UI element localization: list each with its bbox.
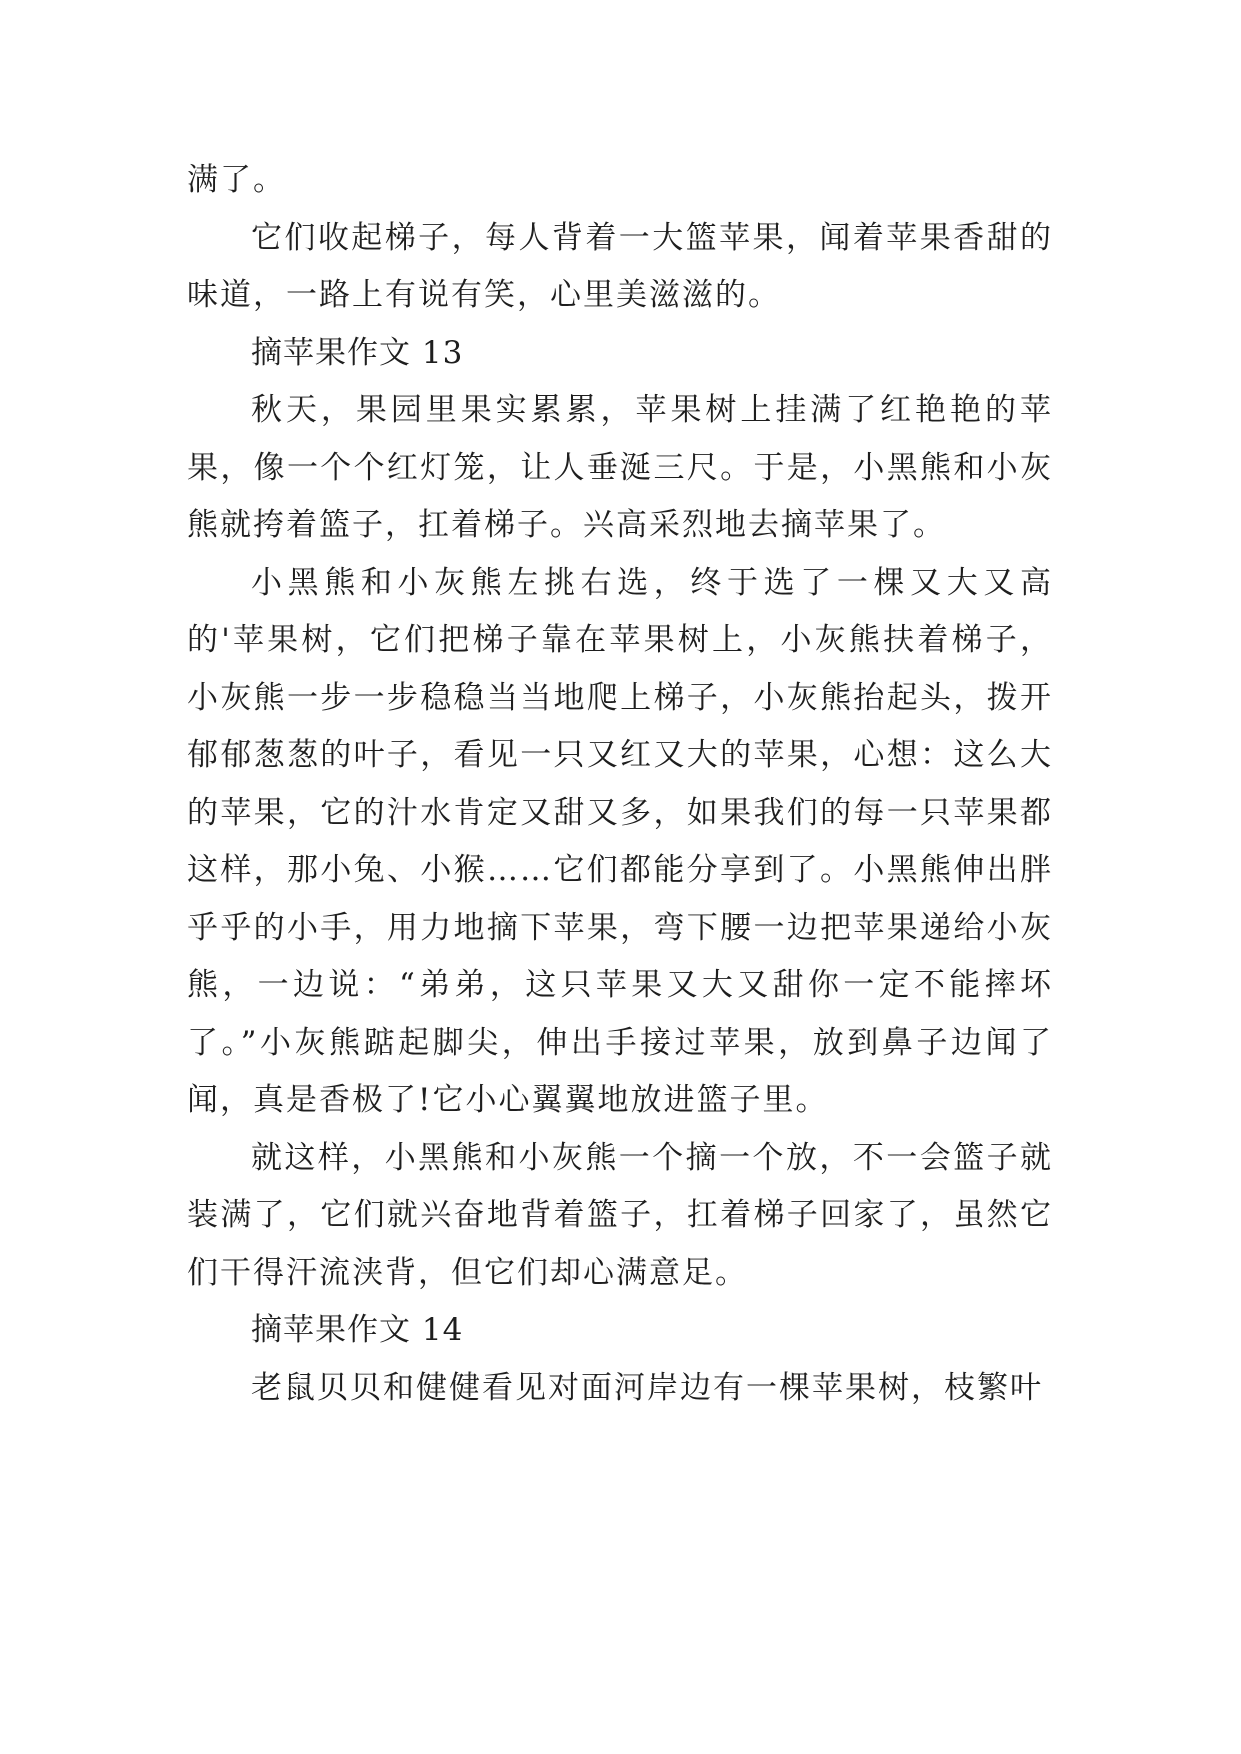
essay-13-paragraph-1: 秋天，果园里果实累累，苹果树上挂满了红艳艳的苹果，像一个个红灯笼，让人垂涎三尺。于是，小黑熊和小灰熊就挎着篮子，扛着梯子。兴高采烈地去摘苹果了。 (187, 392, 1053, 543)
essay-13-paragraph-3: 就这样，小黑熊和小灰熊一个摘一个放，不一会篮子就装满了，它们就兴奋地背着篮子，扛着梯子回家了，虽然它们干得汗流浃背，但它们却心满意足。 (187, 1139, 1053, 1291)
document-body (187, 152, 1053, 1417)
essay-14-heading: 摘苹果作文 14 (251, 1312, 464, 1348)
essay-14-paragraph-1: 老鼠贝贝和健健看见对面河岸边有一棵苹果树，枝繁叶 (251, 1369, 1043, 1406)
paragraph-closing: 它们收起梯子，每人背着一大篮苹果，闻着苹果香甜的味道，一路上有说有笑，心里美滋滋的。 (187, 219, 1053, 313)
essay-13-heading: 摘苹果作文 13 (251, 334, 464, 371)
essay-13-paragraph-2: 小黑熊和小灰熊左挑右选，终于选了一棵又大又高的'苹果树，它们把梯子靠在苹果树上，小灰熊扶着梯子，小灰熊一步一步稳稳当当地爬上梯子，小灰熊抬起头，拨开郁郁葱葱的叶子，看见一只又红又大的苹果，心想：这么大的苹果，它的汁水肯定又甜又多，如果我们的每一只苹果都这样，那小兔、小猴……它们都能分享到了。小黑熊伸出胖乎乎的小手，用力地摘下苹果，弯下腰一边把苹果递给小灰熊，一边说：“弟弟，这只苹果又大又甜你一定不能摔坏了。”小灰熊踮起脚尖，伸出手接过苹果，放到鼻子边闻了闻，真是香极了!它小心翼翼地放进篮子里。 (187, 564, 1053, 1118)
paragraph-continuation: 满了。 (187, 162, 286, 198)
